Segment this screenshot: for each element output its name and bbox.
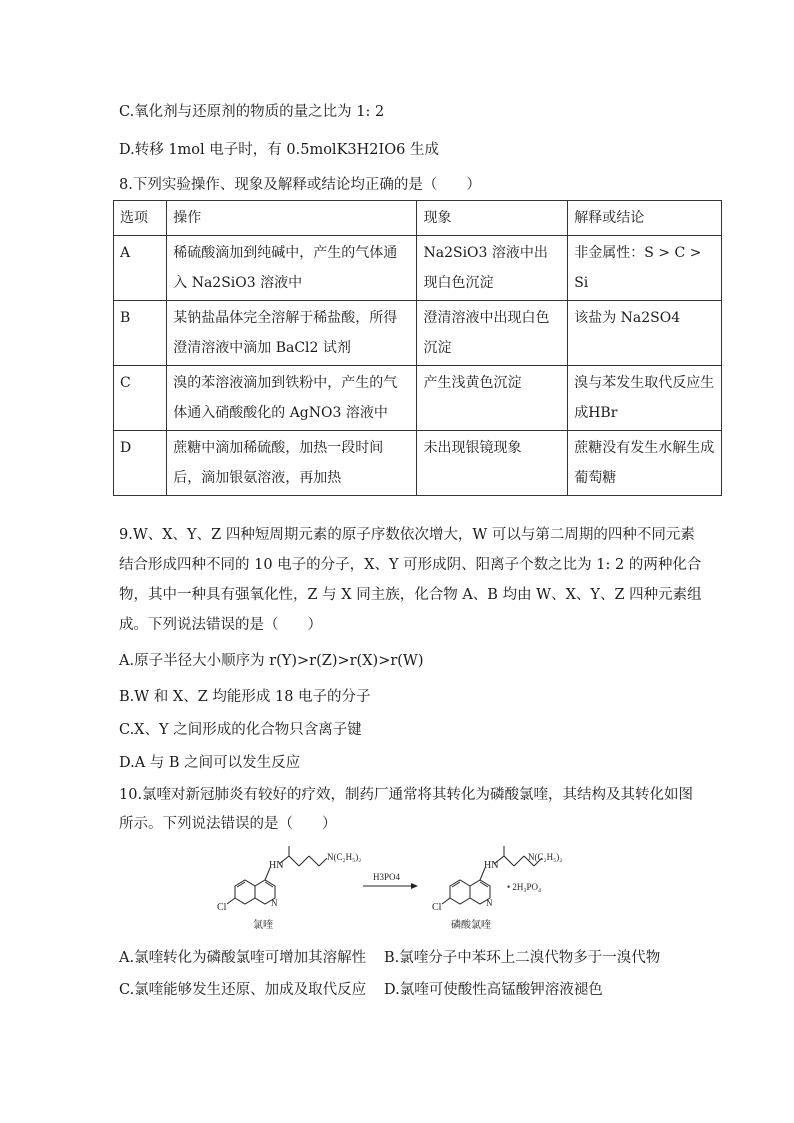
row-conclusion: 蔗糖没有发生水解生成葡萄糖 (568, 431, 722, 496)
row-operation: 稀硫酸滴加到纯碱中，产生的气体通入 Na2SiO3 溶液中 (167, 236, 417, 301)
row-phenomenon: 未出现银镜现象 (417, 431, 568, 496)
row-option: C (114, 366, 167, 431)
q8-stem: 8.下列实验操作、现象及解释或结论均正确的是（ ） (119, 177, 481, 193)
amine-label: N(C₂H₅)₂ (528, 852, 563, 862)
q10-option-c: C.氯喹能够发生还原、加成及取代反应 (119, 982, 367, 998)
q10-option-a: A.氯喹转化为磷酸氯喹可增加其溶解性 (119, 950, 367, 966)
cl-label: Cl (432, 902, 442, 913)
q9-option-c: C.X、Y 之间形成的化合物只含离子键 (119, 722, 362, 738)
row-phenomenon: 产生浅黄色沉淀 (417, 366, 568, 431)
label-chloroquine: 氯喹 (253, 920, 273, 931)
q10-stem-line-2: 所示。下列说法错误的是（ ） (119, 816, 337, 832)
header-operation: 操作 (167, 201, 417, 236)
header-phenomenon: 现象 (417, 201, 568, 236)
q9-option-a: A.原子半径大小顺序为 r(Y)>r(Z)>r(X)>r(W) (119, 653, 424, 669)
nh-label: HN (484, 860, 499, 871)
row-phenomenon: Na2SiO3 溶液中出现白色沉淀 (417, 236, 568, 301)
arrow-head-icon (411, 883, 418, 889)
row-option: B (114, 301, 167, 366)
q9-option-b: B.W 和 X、Z 均能形成 18 电子的分子 (119, 689, 371, 705)
row-operation: 某钠盐晶体完全溶解于稀盐酸，所得澄清溶液中滴加 BaCl2 试剂 (167, 301, 417, 366)
phosphate-label: • 2H₃PO₄ (507, 882, 542, 892)
row-option: D (114, 431, 167, 496)
q9-stem-line-2: 结合形成四种不同的 10 电子的分子，X、Y 可形成阴、阳离子个数之比为 1: 2 的两种化合 (119, 557, 702, 573)
reaction-scheme (215, 838, 595, 938)
row-operation: 蔗糖中滴加稀硫酸，加热一段时间后，滴加银氨溶液，再加热 (167, 431, 417, 496)
q9-stem-line-1: 9.W、X、Y、Z 四种短周期元素的原子序数依次增大，W 可以与第二周期的四种不同元素 (119, 527, 695, 543)
table-header-row (114, 201, 722, 236)
chloroquine-structure (227, 846, 327, 904)
ring-n-label: N (271, 898, 278, 908)
reagent-label: H3PO4 (373, 872, 401, 882)
label-chloroquine-phosphate: 磷酸氯喹 (451, 920, 491, 931)
row-operation: 溴的苯溶液滴加到铁粉中，产生的气体通入硝酸酸化的 AgNO3 溶液中 (167, 366, 417, 431)
header-conclusion: 解释或结论 (568, 201, 722, 236)
table-row (114, 366, 722, 431)
row-phenomenon: 澄清溶液中出现白色沉淀 (417, 301, 568, 366)
q7-option-d: D.转移 1mol 电子时，有 0.5molK3H2IO6 生成 (119, 142, 439, 158)
ring-n-label: N (486, 898, 493, 908)
q10-option-b: B.氯喹分子中苯环上二溴代物多于一溴代物 (384, 950, 661, 966)
cl-label: Cl (217, 902, 227, 913)
header-option: 选项 (114, 201, 167, 236)
chloroquine-phosphate-structure (442, 846, 542, 904)
row-conclusion: 溴与苯发生取代反应生成HBr (568, 366, 722, 431)
q9-stem-line-4: 成。下列说法错误的是（ ） (119, 617, 322, 633)
q7-option-c: C.氧化剂与还原剂的物质的量之比为 1: 2 (119, 104, 385, 120)
q10-option-d: D.氯喹可使酸性高锰酸钾溶液褪色 (384, 982, 603, 998)
nh-label: HN (269, 860, 284, 871)
q9-stem-line-3: 物，其中一种具有强氧化性，Z 与 X 同主族，化合物 A、B 均由 W、X、Y、Z 四种元素组 (119, 587, 702, 603)
row-conclusion: 非金属性：S > C > Si (568, 236, 722, 301)
table-row (114, 431, 722, 496)
table-row (114, 236, 722, 301)
q8-table (113, 200, 722, 496)
q10-stem-line-1: 10.氯喹对新冠肺炎有较好的疗效，制药厂通常将其转化为磷酸氯喹，其结构及其转化如图 (119, 787, 694, 803)
row-conclusion: 该盐为 Na2SO4 (568, 301, 722, 366)
table-row (114, 301, 722, 366)
amine-label: N(C₂H₅)₂ (327, 852, 362, 862)
row-option: A (114, 236, 167, 301)
q9-option-d: D.A 与 B 之间可以发生反应 (119, 755, 301, 771)
